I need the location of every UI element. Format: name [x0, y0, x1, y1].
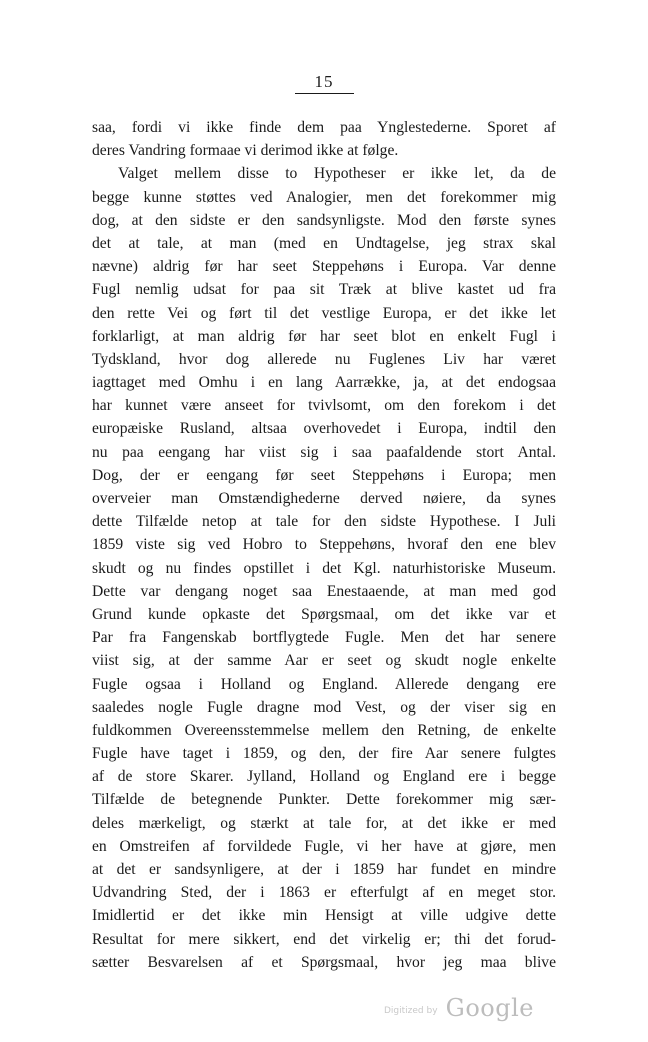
text-line: Fugle ogsaa i Holland og England. Allerede dengang ere	[92, 675, 556, 693]
watermark-prefix: Digitized by	[384, 1006, 438, 1016]
text-line: saaledes nogle Fugle dragne mod Vest, og der viser sig en	[92, 698, 556, 716]
text-line: Fugl nemlig udsat for paa sit Træk at blive kastet ud fra	[92, 281, 556, 299]
text-line: Udvandring Sted, der i 1863 er efterfulgt af en meget stor.	[92, 884, 556, 902]
text-line: fuldkommen Overeensstemmelse mellem den Retning, de enkelte	[92, 721, 556, 739]
body-text	[92, 116, 556, 974]
page-number-text: 15	[295, 72, 354, 94]
text-line: Tilfælde de betegnende Punkter. Dette forekommer mig sær-	[92, 791, 556, 809]
text-line: begge kunne støttes ved Analogier, men det forekommer mig	[92, 188, 556, 206]
text-line: iagttaget med Omhu i en lang Aarrække, ja, at det endogsaa	[92, 374, 556, 392]
text-line: Dog, der er eengang før seet Steppehøns i Europa; men	[92, 466, 556, 484]
text-line: dog, at den sidste er den sandsynligste. Mod den første synes	[92, 211, 556, 229]
text-line: skudt og nu findes opstillet i det Kgl. naturhistoriske Museum.	[92, 559, 556, 577]
text-line: af de store Skarer. Jylland, Holland og England ere i begge	[92, 768, 556, 786]
text-line: at det er sandsynligere, at der i 1859 har fundet en mindre	[92, 861, 556, 878]
text-line: deres Vandring formaae vi derimod ikke at følge.	[92, 142, 399, 160]
text-line: forklarligt, at man aldrig før har seet blot en enkelt Fugl i	[92, 327, 556, 345]
text-line: nu paa eengang har viist sig i saa paafaldende stort Antal.	[92, 443, 556, 461]
text-line: sætter Besvarelsen af et Spørgsmaal, hvor jeg maa blive	[92, 953, 556, 971]
text-line: Dette var dengang noget saa Enestaaende, at man med god	[92, 582, 556, 600]
text-line: nævne) aldrig før har seet Steppehøns i Europa. Var denne	[92, 258, 556, 276]
page-number	[0, 72, 648, 94]
text-line: Imidlertid er det ikke min Hensigt at ville udgive dette	[92, 907, 556, 925]
text-line: deles mærkeligt, og stærkt at tale for, at det ikke er med	[92, 814, 556, 832]
text-line: Grund kunde opkaste det Spørgsmaal, om det ikke var et	[92, 605, 556, 623]
text-line: Fugle have taget i 1859, og den, der fire Aar senere fulgtes	[92, 745, 556, 763]
text-line: det at tale, at man (med en Undtagelse, jeg strax skal	[92, 234, 556, 252]
text-line: viist sig, at der samme Aar er seet og skudt nogle enkelte	[92, 652, 556, 670]
google-watermark	[384, 994, 534, 1022]
text-line: overveier man Omstændighederne derved nøiere, da synes	[92, 490, 556, 507]
text-line: har kunnet være anseet for tvivlsomt, om den forekom i det	[92, 397, 556, 415]
text-line: saa, fordi vi ikke finde dem paa Ynglestederne. Sporet af	[92, 119, 556, 136]
text-line: 1859 viste sig ved Hobro to Steppehøns, hvoraf den ene blev	[92, 536, 556, 554]
text-line: Tydskland, hvor dog allerede nu Fuglenes Liv har været	[92, 350, 556, 368]
text-line: Valget mellem disse to Hypotheser er ikke let, da de	[118, 165, 556, 183]
text-line: europæiske Rusland, altsaa overhovedet i Europa, indtil den	[92, 420, 556, 438]
text-line: dette Tilfælde netop at tale for den sidste Hypothese. I Juli	[92, 513, 556, 531]
watermark-brand: Google	[445, 994, 534, 1022]
text-line: Resultat for mere sikkert, end det virkelig er; thi det forud-	[92, 930, 556, 948]
text-line: en Omstreifen af forvildede Fugle, vi her have at gjøre, men	[92, 837, 556, 855]
text-line: Par fra Fangenskab bortflygtede Fugle. Men det har senere	[92, 629, 556, 647]
text-line: den rette Vei og ført til det vestlige Europa, er det ikke let	[92, 304, 556, 322]
